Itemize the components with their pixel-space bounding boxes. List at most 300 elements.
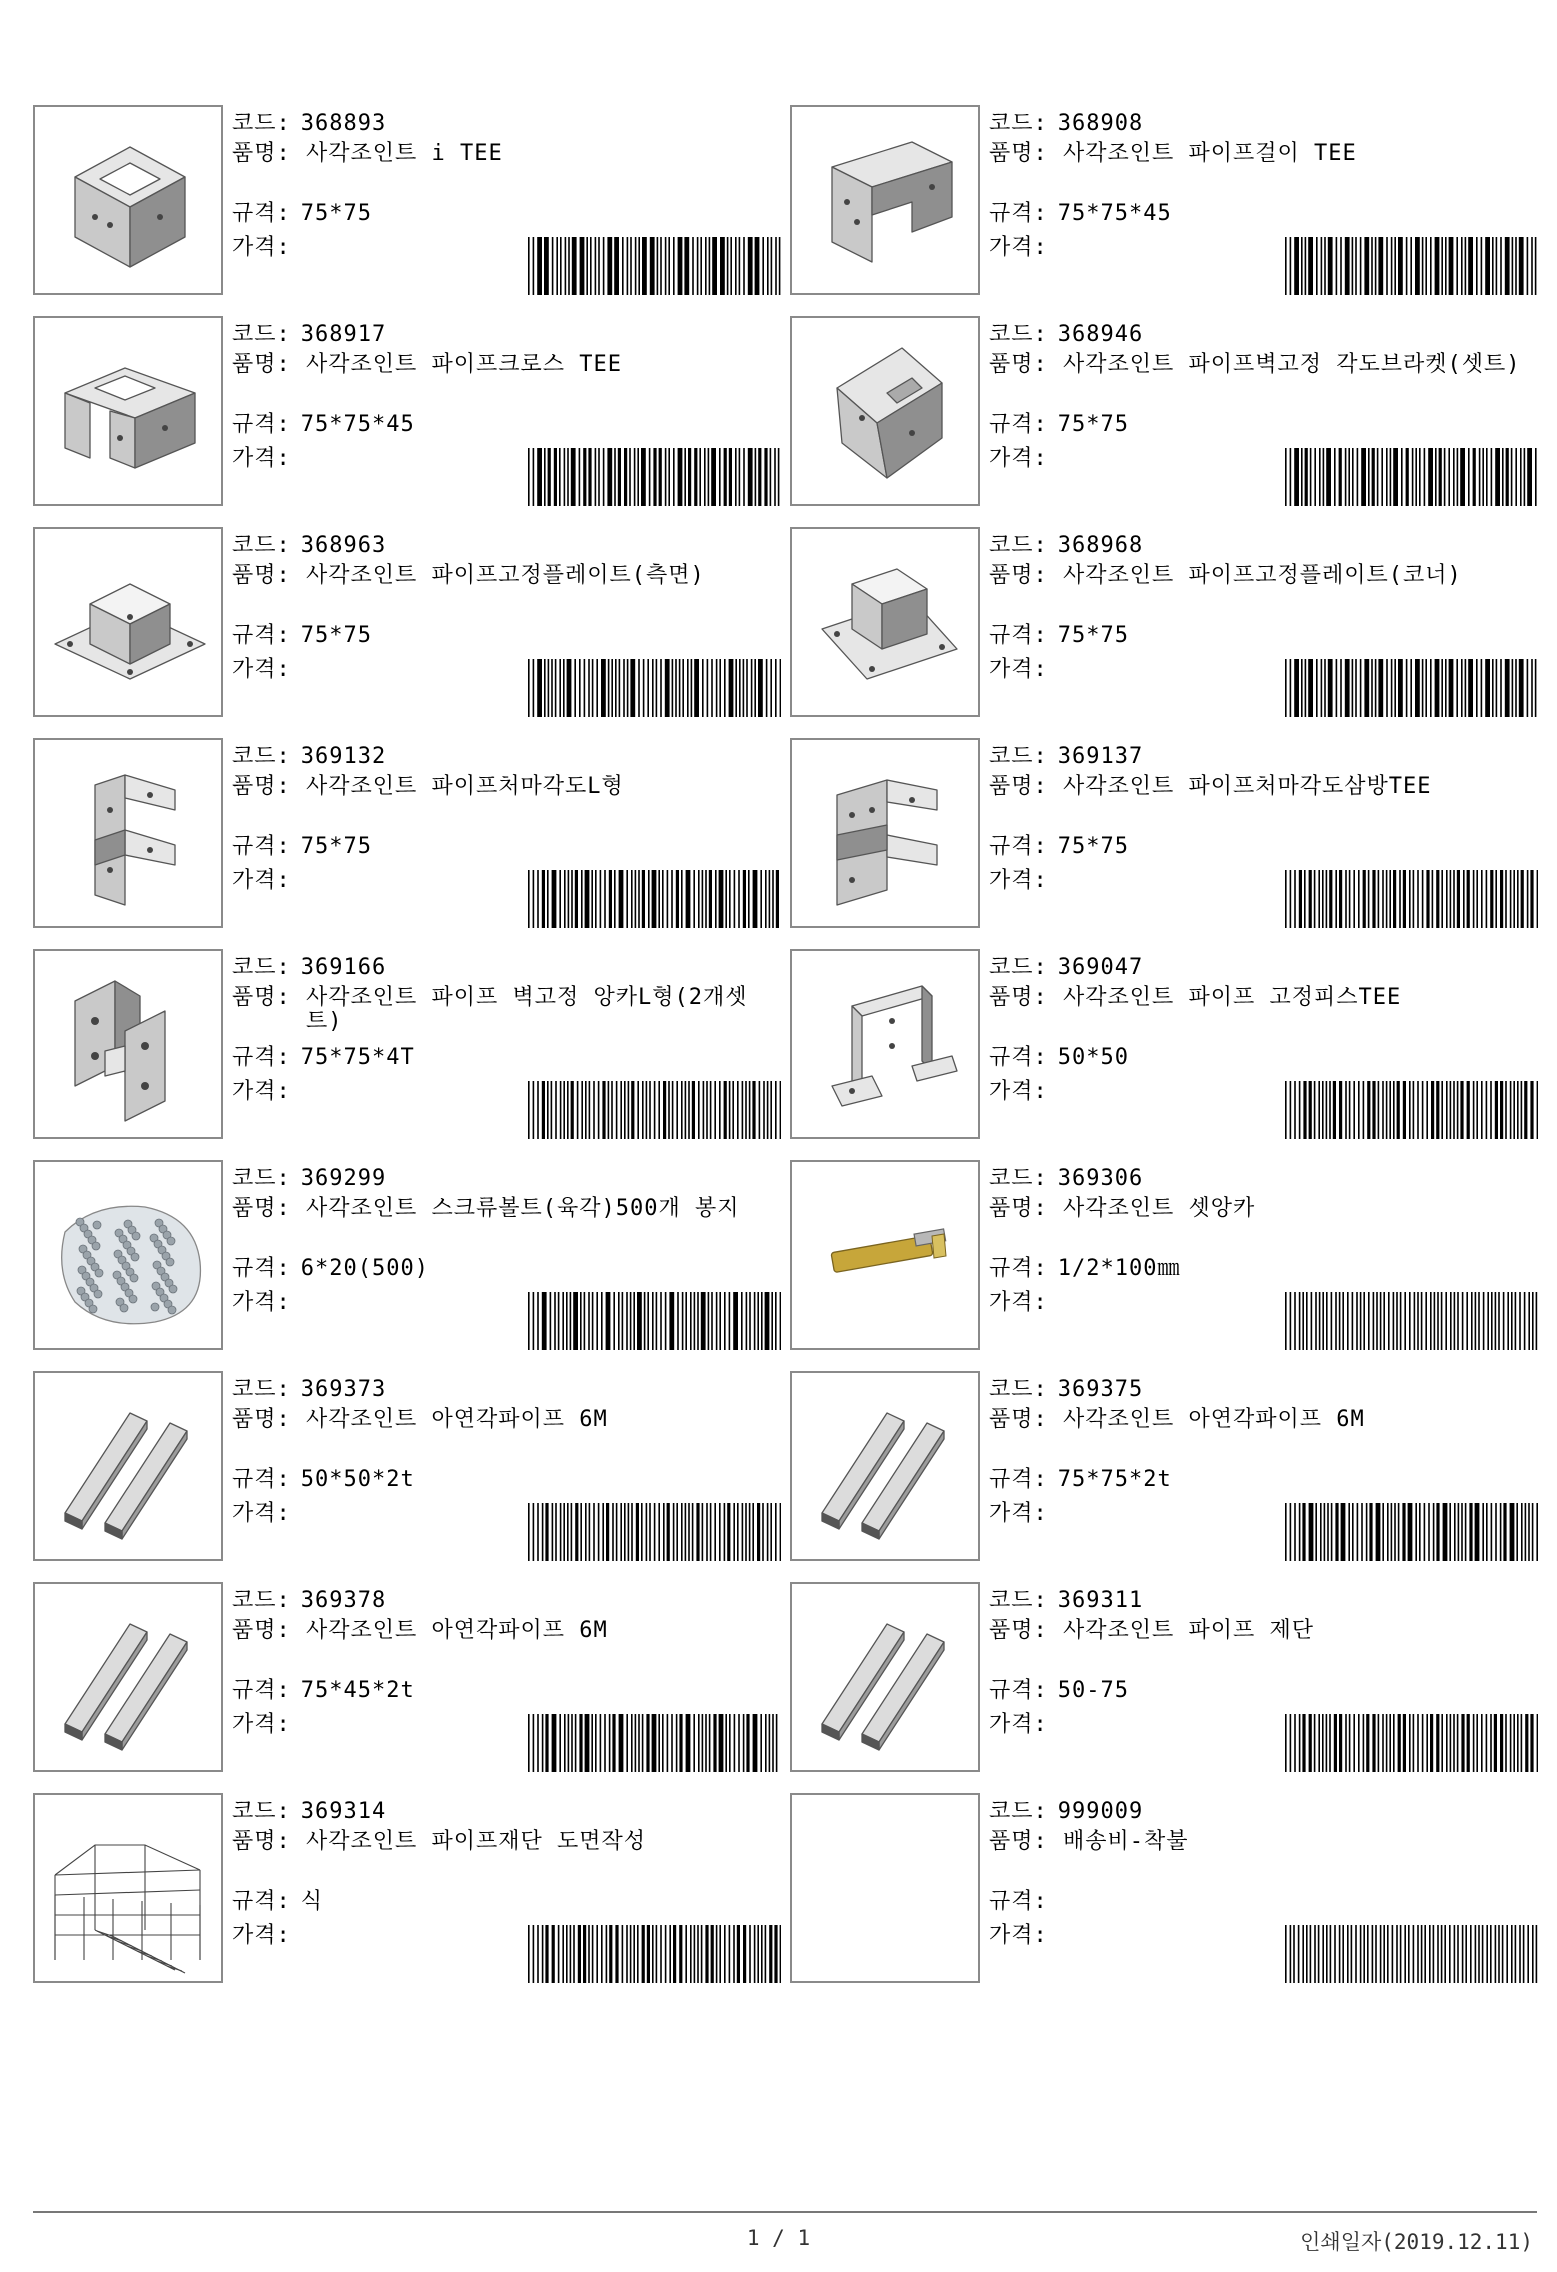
barcode-bar bbox=[1429, 1925, 1431, 1983]
barcode-bar bbox=[1524, 448, 1526, 506]
barcode-bar bbox=[1324, 1503, 1326, 1561]
barcode-bar bbox=[646, 1503, 648, 1561]
barcode-bar bbox=[673, 1503, 675, 1561]
barcode-bar bbox=[1512, 237, 1514, 295]
barcode-bar bbox=[733, 1503, 735, 1561]
barcode-bar bbox=[776, 1714, 778, 1772]
barcode-bar bbox=[615, 659, 617, 717]
barcode-bar bbox=[735, 659, 737, 717]
name-line bbox=[232, 139, 503, 169]
name-value: 사각조인트 파이프 고정피스TEE bbox=[1063, 985, 1402, 1010]
name-line bbox=[989, 1827, 1189, 1857]
spec-value: 75*45*2t bbox=[300, 1678, 415, 1703]
barcode-bar bbox=[1465, 659, 1467, 717]
barcode-bar bbox=[1363, 1925, 1365, 1983]
barcode-bar bbox=[739, 237, 741, 295]
barcode-bar bbox=[1375, 237, 1377, 295]
barcode-bar bbox=[1329, 870, 1332, 928]
barcode-bar bbox=[1482, 1503, 1484, 1561]
barcode-bar bbox=[1476, 237, 1478, 295]
barcode-bar bbox=[1461, 659, 1463, 717]
spec-value: 75*75*45 bbox=[300, 412, 415, 437]
barcode-bar bbox=[1467, 1081, 1470, 1139]
barcode-bar bbox=[628, 1081, 630, 1139]
name-line bbox=[989, 772, 1432, 802]
barcode-bar bbox=[748, 448, 753, 506]
barcode-bar bbox=[694, 659, 699, 717]
barcode-bar bbox=[749, 1292, 751, 1350]
spec-label: 규격: bbox=[989, 412, 1048, 437]
barcode-bar bbox=[1521, 1503, 1523, 1561]
barcode-bar bbox=[1490, 1714, 1492, 1772]
barcode-bar bbox=[528, 1714, 530, 1772]
barcode-bar bbox=[774, 1925, 777, 1983]
barcode-bar bbox=[589, 1503, 591, 1561]
barcode-bar bbox=[1299, 1503, 1301, 1561]
barcode-bar bbox=[588, 659, 590, 717]
barcode-bar bbox=[547, 870, 549, 928]
barcode-bar bbox=[1406, 237, 1408, 295]
barcode-bar bbox=[1378, 870, 1380, 928]
barcode-bar bbox=[552, 1925, 555, 1983]
barcode-bar bbox=[1446, 1081, 1448, 1139]
spec-line bbox=[989, 1887, 1058, 1917]
product-image bbox=[33, 527, 223, 717]
barcode-bar bbox=[709, 237, 711, 295]
barcode-bar bbox=[706, 1503, 708, 1561]
barcode-bar bbox=[1322, 1081, 1324, 1139]
spec-label: 규격: bbox=[989, 834, 1048, 859]
barcode-bar bbox=[603, 237, 605, 295]
product-image bbox=[790, 1793, 980, 1983]
barcode-bar bbox=[1309, 1503, 1314, 1561]
name-line bbox=[989, 1405, 1365, 1435]
barcode-bar bbox=[735, 237, 737, 295]
barcode-bar bbox=[1465, 1925, 1467, 1983]
barcode-bar bbox=[709, 870, 712, 928]
barcode-bar bbox=[669, 1292, 674, 1350]
barcode-bar bbox=[696, 1503, 699, 1561]
code-label: 코드: bbox=[989, 322, 1048, 347]
barcode-bar bbox=[1513, 870, 1515, 928]
barcode-bar bbox=[685, 1925, 687, 1983]
barcode-bar bbox=[760, 870, 762, 928]
barcode-bar bbox=[606, 1925, 608, 1983]
barcode-bar bbox=[595, 870, 597, 928]
barcode-bar bbox=[611, 1081, 613, 1139]
barcode-bar bbox=[1386, 448, 1388, 506]
barcode-bar bbox=[1301, 448, 1303, 506]
spec-value: 75*75 bbox=[1057, 623, 1129, 648]
code-value: 368893 bbox=[300, 111, 387, 136]
barcode-bar bbox=[671, 1714, 673, 1772]
barcode-bar bbox=[665, 1292, 667, 1350]
barcode-bar bbox=[1524, 1081, 1527, 1139]
barcode-bar bbox=[542, 870, 545, 928]
barcode-bar bbox=[1285, 1503, 1287, 1561]
code-value: 369299 bbox=[300, 1166, 387, 1191]
barcode-bar bbox=[1414, 1292, 1416, 1350]
barcode bbox=[1285, 1714, 1538, 1772]
barcode-bar bbox=[1424, 448, 1426, 506]
barcode-bar bbox=[743, 237, 745, 295]
barcode bbox=[1285, 1925, 1538, 1983]
barcode-bar bbox=[1535, 237, 1537, 295]
product-card bbox=[33, 1793, 785, 1983]
barcode-bar bbox=[533, 1292, 535, 1350]
barcode-bar bbox=[1352, 1292, 1354, 1350]
barcode-bar bbox=[714, 1081, 716, 1139]
barcode-bar bbox=[537, 1081, 539, 1139]
barcode-bar bbox=[1318, 870, 1320, 928]
barcode-bar bbox=[1345, 237, 1350, 295]
barcode-bar bbox=[548, 448, 551, 506]
barcode-bar bbox=[635, 870, 637, 928]
barcode-bar bbox=[692, 1081, 695, 1139]
price-line bbox=[232, 655, 301, 685]
barcode-bar bbox=[1492, 659, 1494, 717]
set-anchor-icon bbox=[792, 1162, 978, 1348]
product-image bbox=[33, 316, 223, 506]
barcode-bar bbox=[1368, 870, 1370, 928]
footer-divider bbox=[33, 2211, 1537, 2213]
barcode-bar bbox=[706, 1081, 708, 1139]
barcode-bar bbox=[1470, 1925, 1472, 1983]
barcode-bar bbox=[1363, 870, 1366, 928]
barcode-bar bbox=[1378, 1081, 1380, 1139]
barcode-bar bbox=[1448, 448, 1450, 506]
barcode-bar bbox=[1348, 448, 1350, 506]
barcode-bar bbox=[743, 1714, 745, 1772]
barcode-bar bbox=[1352, 1503, 1354, 1561]
code-value: 369311 bbox=[1057, 1588, 1144, 1613]
barcode-bar bbox=[1358, 870, 1360, 928]
barcode-bar bbox=[1434, 1292, 1436, 1350]
barcode-bar bbox=[537, 659, 542, 717]
barcode-bar bbox=[1412, 448, 1414, 506]
barcode-bar bbox=[627, 237, 629, 295]
barcode-bar bbox=[575, 1503, 578, 1561]
product-image bbox=[33, 738, 223, 928]
product-image bbox=[790, 105, 980, 295]
barcode-bar bbox=[1349, 1081, 1351, 1139]
barcode-bar bbox=[1360, 1292, 1362, 1350]
barcode-bar bbox=[724, 448, 727, 506]
code-label: 코드: bbox=[232, 322, 291, 347]
barcode-bar bbox=[568, 870, 570, 928]
barcode-bar bbox=[684, 237, 689, 295]
code-value: 369132 bbox=[300, 744, 387, 769]
code-value: 369378 bbox=[300, 1588, 387, 1613]
barcode-bar bbox=[725, 1714, 727, 1772]
barcode-bar bbox=[616, 1081, 618, 1139]
barcode-bar bbox=[592, 1292, 594, 1350]
barcode-bar bbox=[1393, 448, 1398, 506]
barcode-bar bbox=[754, 659, 756, 717]
barcode-bar bbox=[1391, 1503, 1393, 1561]
barcode-bar bbox=[716, 659, 718, 717]
name-value: 사각조인트 아연각파이프 6M bbox=[1063, 1407, 1365, 1432]
barcode-bar bbox=[767, 1081, 769, 1139]
spec-label: 규격: bbox=[232, 834, 291, 859]
barcode-bar bbox=[1537, 1081, 1538, 1139]
name-line bbox=[989, 1194, 1256, 1224]
code-value: 368908 bbox=[1057, 111, 1144, 136]
barcode-bar bbox=[656, 659, 658, 717]
barcode-bar bbox=[592, 1925, 594, 1983]
barcode bbox=[528, 1081, 781, 1139]
barcode-bar bbox=[626, 1292, 628, 1350]
barcode-bar bbox=[1306, 1925, 1308, 1983]
barcode-bar bbox=[676, 870, 679, 928]
barcode-bar bbox=[1339, 1714, 1342, 1772]
product-image bbox=[33, 105, 223, 295]
code-value: 369306 bbox=[1057, 1166, 1144, 1191]
barcode-bar bbox=[641, 1503, 643, 1561]
barcode-bar bbox=[533, 870, 535, 928]
code-label: 코드: bbox=[989, 1799, 1048, 1824]
barcode-bar bbox=[611, 659, 613, 717]
barcode-bar bbox=[1329, 1714, 1331, 1772]
name-label: 품명: bbox=[232, 563, 291, 588]
code-line bbox=[232, 531, 386, 561]
barcode-bar bbox=[1327, 1503, 1329, 1561]
product-image bbox=[33, 1793, 223, 1983]
barcode-bar bbox=[762, 237, 764, 295]
barcode-bar bbox=[1290, 448, 1292, 506]
product-card bbox=[33, 527, 785, 717]
barcode-bar bbox=[1398, 1714, 1401, 1772]
barcode-bar bbox=[1308, 237, 1313, 295]
barcode-bar bbox=[624, 1503, 626, 1561]
barcode-bar bbox=[676, 1503, 678, 1561]
structure-drawing-icon bbox=[35, 1795, 221, 1981]
barcode-bar bbox=[1329, 1081, 1331, 1139]
barcode bbox=[528, 659, 781, 717]
code-line bbox=[989, 953, 1143, 983]
barcode-bar bbox=[688, 448, 691, 506]
name-line bbox=[989, 983, 1402, 1013]
barcode-bar bbox=[638, 237, 640, 295]
barcode-bar bbox=[1481, 870, 1483, 928]
barcode-bar bbox=[1520, 448, 1522, 506]
barcode-bar bbox=[1527, 870, 1529, 928]
barcode-bar bbox=[550, 1292, 552, 1350]
barcode-bar bbox=[603, 448, 605, 506]
spec-line bbox=[989, 621, 1129, 651]
barcode-bar bbox=[1408, 1925, 1410, 1983]
barcode-bar bbox=[1298, 1925, 1300, 1983]
barcode-bar bbox=[780, 1925, 781, 1983]
barcode-bar bbox=[528, 448, 530, 506]
barcode-bar bbox=[609, 1714, 611, 1772]
barcode-bar bbox=[710, 1081, 712, 1139]
spec-label: 규격: bbox=[232, 623, 291, 648]
spec-line bbox=[989, 1254, 1180, 1284]
name-line bbox=[232, 1405, 608, 1435]
barcode-bar bbox=[1449, 1503, 1451, 1561]
barcode-bar bbox=[604, 870, 606, 928]
barcode-bar bbox=[573, 1292, 578, 1350]
barcode-bar bbox=[588, 1925, 590, 1983]
barcode-bar bbox=[753, 870, 758, 928]
barcode-bar bbox=[1505, 870, 1507, 928]
spec-line bbox=[232, 199, 372, 229]
barcode-bar bbox=[1486, 1714, 1488, 1772]
barcode-bar bbox=[630, 237, 632, 295]
barcode-bar bbox=[1358, 1714, 1360, 1772]
barcode-bar bbox=[642, 1714, 644, 1772]
barcode-bar bbox=[1293, 1925, 1295, 1983]
barcode-bar bbox=[1428, 1503, 1430, 1561]
spec-label: 규격: bbox=[232, 201, 291, 226]
barcode bbox=[528, 237, 781, 295]
barcode-bar bbox=[1413, 1714, 1415, 1772]
barcode-bar bbox=[567, 1081, 569, 1139]
barcode-bar bbox=[622, 237, 624, 295]
barcode-bar bbox=[686, 870, 691, 928]
barcode-bar bbox=[1439, 448, 1442, 506]
fixing-tee-icon bbox=[792, 951, 978, 1137]
name-label: 품명: bbox=[989, 1407, 1048, 1432]
barcode-bar bbox=[583, 1925, 586, 1983]
barcode-bar bbox=[679, 1714, 682, 1772]
price-line bbox=[232, 1077, 301, 1107]
barcode-bar bbox=[1422, 659, 1424, 717]
product-image bbox=[790, 1371, 980, 1561]
barcode-bar bbox=[729, 1292, 731, 1350]
barcode-bar bbox=[555, 659, 557, 717]
barcode-bar bbox=[633, 1925, 635, 1983]
barcode-bar bbox=[1503, 1503, 1506, 1561]
barcode-bar bbox=[1500, 659, 1502, 717]
price-line bbox=[989, 1499, 1058, 1529]
barcode-bar bbox=[1468, 659, 1473, 717]
barcode-bar bbox=[631, 870, 633, 928]
barcode-bar bbox=[762, 1503, 764, 1561]
barcode-bar bbox=[1430, 1292, 1432, 1350]
barcode-bar bbox=[1285, 870, 1287, 928]
spec-value: 75*75 bbox=[300, 623, 372, 648]
barcode-bar bbox=[1294, 1714, 1296, 1772]
product-card bbox=[33, 1371, 785, 1561]
barcode-bar bbox=[771, 237, 773, 295]
barcode-bar bbox=[598, 1081, 600, 1139]
barcode-bar bbox=[641, 448, 646, 506]
barcode-bar bbox=[1453, 870, 1455, 928]
barcode-bar bbox=[567, 1503, 569, 1561]
barcode-bar bbox=[708, 448, 710, 506]
barcode-bar bbox=[668, 237, 670, 295]
barcode-bar bbox=[1331, 1292, 1333, 1350]
barcode-bar bbox=[1383, 1292, 1385, 1350]
barcode-bar bbox=[1521, 1081, 1523, 1139]
barcode-bar bbox=[658, 1714, 660, 1772]
name-line bbox=[232, 772, 624, 802]
barcode-bar bbox=[739, 448, 741, 506]
barcode-bar bbox=[1352, 659, 1354, 717]
barcode-bar bbox=[537, 1925, 539, 1983]
barcode-bar bbox=[1302, 1925, 1304, 1983]
name-label: 품명: bbox=[989, 563, 1048, 588]
spec-line bbox=[989, 832, 1129, 862]
barcode-bar bbox=[1409, 870, 1411, 928]
barcode-bar bbox=[1495, 870, 1497, 928]
barcode-bar bbox=[1364, 237, 1369, 295]
spec-line bbox=[232, 1465, 415, 1495]
barcode-bar bbox=[1450, 1714, 1452, 1772]
barcode-bar bbox=[1531, 237, 1533, 295]
barcode-bar bbox=[724, 1925, 726, 1983]
barcode-bar bbox=[1456, 237, 1458, 295]
barcode-bar bbox=[1492, 237, 1494, 295]
spec-label: 규격: bbox=[232, 1467, 291, 1492]
barcode-bar bbox=[1505, 659, 1510, 717]
barcode-bar bbox=[542, 1292, 547, 1350]
barcode-bar bbox=[528, 659, 530, 717]
barcode-bar bbox=[776, 870, 779, 928]
barcode-bar bbox=[624, 448, 627, 506]
spec-value: 75*75 bbox=[1057, 412, 1129, 437]
name-label: 품명: bbox=[989, 1618, 1048, 1643]
code-label: 코드: bbox=[232, 955, 291, 980]
barcode-bar bbox=[1316, 659, 1318, 717]
barcode-bar bbox=[746, 659, 748, 717]
barcode-bar bbox=[673, 237, 675, 295]
barcode-bar bbox=[1511, 1925, 1513, 1983]
barcode-bar bbox=[697, 237, 699, 295]
barcode-bar bbox=[1383, 1925, 1385, 1983]
barcode-bar bbox=[656, 1925, 658, 1983]
barcode-bar bbox=[1510, 1714, 1512, 1772]
barcode-bar bbox=[1345, 870, 1347, 928]
barcode-bar bbox=[1361, 448, 1366, 506]
barcode bbox=[528, 1925, 781, 1983]
barcode-bar bbox=[765, 870, 767, 928]
barcode-bar bbox=[1380, 1925, 1382, 1983]
spec-label: 규격: bbox=[232, 412, 291, 437]
barcode-bar bbox=[1391, 237, 1393, 295]
spec-value: 6*20(500) bbox=[300, 1256, 429, 1281]
barcode-bar bbox=[580, 1503, 582, 1561]
barcode-bar bbox=[1357, 1503, 1359, 1561]
barcode-bar bbox=[1345, 1081, 1347, 1139]
barcode-bar bbox=[588, 1292, 590, 1350]
barcode-bar bbox=[558, 1292, 560, 1350]
barcode-bar bbox=[563, 1081, 565, 1139]
barcode-bar bbox=[1435, 659, 1440, 717]
barcode-bar bbox=[729, 659, 734, 717]
barcode-bar bbox=[602, 1081, 605, 1139]
barcode-bar bbox=[1468, 237, 1473, 295]
barcode-bar bbox=[761, 1292, 763, 1350]
barcode-bar bbox=[1375, 1925, 1377, 1983]
barcode-bar bbox=[554, 448, 557, 506]
name-value: 사각조인트 파이프크로스 TEE bbox=[306, 352, 622, 377]
price-label: 가격: bbox=[232, 1290, 291, 1315]
code-label: 코드: bbox=[989, 744, 1048, 769]
barcode-bar bbox=[1441, 659, 1443, 717]
barcode-bar bbox=[1433, 1503, 1435, 1561]
barcode-bar bbox=[775, 1292, 777, 1350]
barcode-bar bbox=[761, 1925, 763, 1983]
barcode-bar bbox=[1341, 1503, 1346, 1561]
barcode-bar bbox=[567, 659, 572, 717]
barcode-bar bbox=[614, 237, 619, 295]
name-value: 사각조인트 파이프재단 도면작성 bbox=[306, 1829, 647, 1854]
barcode-bar bbox=[1285, 448, 1287, 506]
barcode-bar bbox=[593, 1503, 595, 1561]
